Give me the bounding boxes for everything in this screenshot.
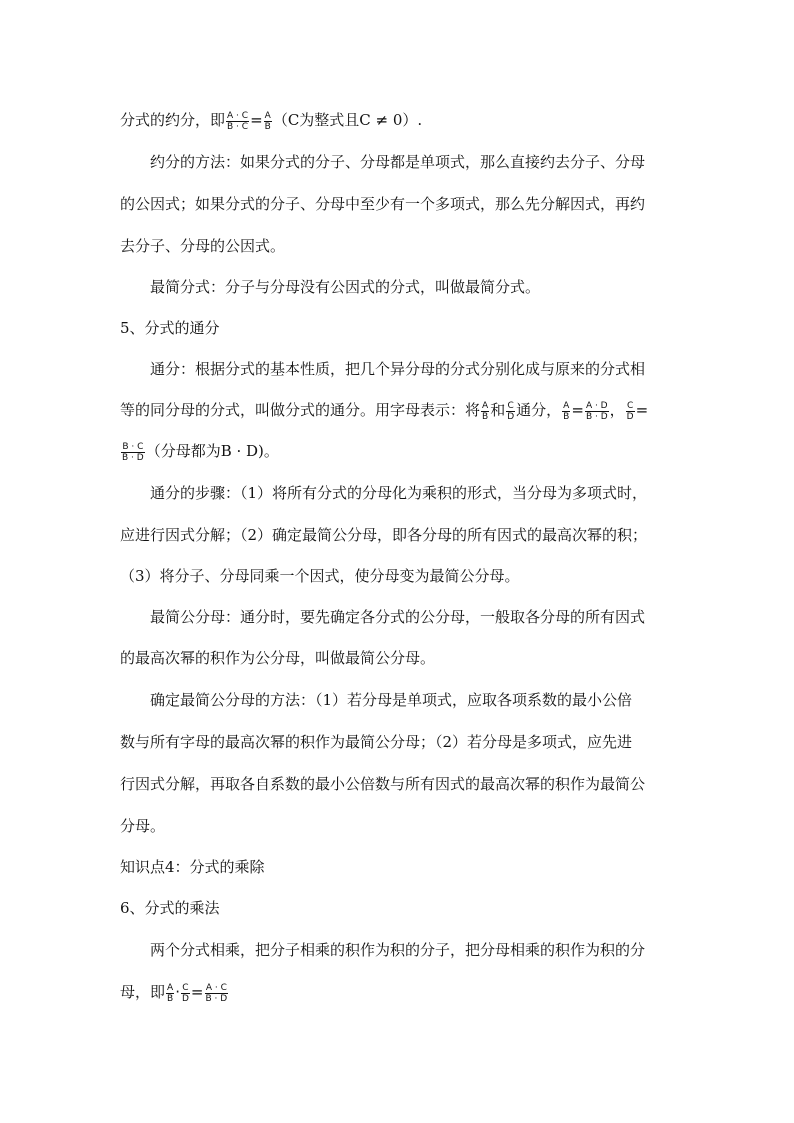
lcd-definition-line-2: 的最高次幂的积作为公分母，叫做最简公分母。: [120, 649, 436, 667]
lcd-method-line-2: 数与所有字母的最高次幂的积作为最简公分母；（2）若分母是多项式，应先进: [120, 733, 633, 751]
fraction-numerator: A: [167, 982, 174, 993]
fraction-denominator: B: [563, 411, 570, 422]
text-segment: ，: [609, 401, 625, 419]
fraction-denominator: B · D: [122, 452, 144, 463]
text-segment: 和: [490, 401, 506, 419]
fraction-numerator: C: [626, 400, 634, 411]
text-segment: （分母都为B · D)。: [145, 442, 279, 460]
multiply-dot: ·: [175, 983, 180, 1001]
common-denominator-line-2: [120, 400, 648, 420]
fraction-a-b: [562, 401, 570, 422]
reduction-method-line-1: 约分的方法：如果分式的分子、分母都是单项式，那么直接约去分子、分母: [150, 153, 646, 171]
fraction-denominator: B: [482, 411, 489, 422]
section-heading-6: 6、分式的乘法: [120, 899, 220, 917]
fraction-numerator: C: [507, 400, 514, 411]
fraction-numerator: B · C: [122, 441, 144, 452]
fraction-denominator: D: [507, 411, 515, 422]
reduction-method-line-2: 的公因式；如果分式的分子、分母中至少有一个多项式，那么先分解因式，再约: [120, 195, 646, 213]
fraction-numerator: A: [264, 110, 271, 121]
section-heading-5: 5、分式的通分: [120, 319, 220, 337]
reduction-method-line-3: 去分子、分母的公因式。: [120, 237, 286, 255]
fraction-a-b: [166, 983, 174, 1004]
fraction-numerator: C: [182, 982, 189, 993]
fraction-c-d: [506, 401, 515, 422]
common-denominator-steps-line-2: 应进行因式分解；（2）确定最简公分母，即各分母的所有因式的最高次幂的积；: [120, 526, 648, 544]
text-segment: 通分，: [516, 401, 562, 419]
common-denominator-steps-line-3: （3）将分子、分母同乘一个因式，使分母变为最简公分母。: [120, 567, 520, 585]
lcd-method-line-3: 行因式分解，再取各自系数的最小公倍数与所有因式的最高次幂的积作为最简公: [120, 775, 646, 793]
fraction-denominator: B: [167, 993, 174, 1004]
knowledge-point-heading-4: 知识点4：分式的乘除: [120, 858, 265, 876]
text-segment: 母，即: [120, 983, 166, 1001]
fraction-c-d: [181, 983, 190, 1004]
text-segment: （C为整式且C ≠ 0）.: [272, 111, 423, 129]
equals-sign: =: [571, 401, 584, 419]
lcd-method-line-1: 确定最简公分母的方法：（1）若分母是单项式，应取各项系数的最小公倍: [150, 691, 633, 709]
fraction-numerator: A: [482, 400, 489, 411]
multiplication-line-2: [120, 982, 229, 1002]
fraction-numerator: A · C: [227, 110, 249, 121]
lcd-method-line-4: 分母。: [120, 817, 166, 835]
text-segment: 分式的约分，即: [120, 111, 226, 129]
fraction-numerator: A · C: [205, 982, 227, 993]
fraction-numerator: A: [563, 400, 570, 411]
fraction-denominator: B · C: [227, 121, 249, 132]
equals-sign: =: [635, 401, 649, 419]
common-denominator-steps-line-1: 通分的步骤：（1）将所有分式的分母化为乘积的形式，当分母为多项式时，: [150, 484, 648, 502]
fraction-ad-bd: [585, 401, 609, 422]
fraction-ac-bc: [226, 111, 249, 132]
fraction-a-b: [264, 111, 272, 132]
reduction-definition-line: [120, 110, 422, 130]
fraction-denominator: B · D: [205, 993, 228, 1004]
equals-sign: =: [250, 111, 263, 129]
fraction-denominator: B · D: [585, 411, 608, 422]
text-segment: 等的同分母的分式，叫做分式的通分。用字母表示：将: [120, 401, 481, 419]
common-denominator-line-1: 通分：根据分式的基本性质，把几个异分母的分式分别化成与原来的分式相: [150, 360, 646, 378]
fraction-a-b: [481, 401, 489, 422]
equals-sign: =: [190, 983, 204, 1001]
common-denominator-line-3: [120, 441, 279, 461]
fraction-ac-bd: [205, 983, 229, 1004]
fraction-denominator: D: [181, 993, 189, 1004]
fraction-numerator: A · D: [585, 400, 608, 411]
fraction-bc-bd: [121, 442, 145, 463]
multiplication-line-1: 两个分式相乘，把分子相乘的积作为积的分子，把分母相乘的积作为积的分: [150, 941, 646, 959]
simplest-fraction-line: 最简分式：分子与分母没有公因式的分式，叫做最简分式。: [150, 278, 541, 296]
fraction-denominator: B: [264, 121, 271, 132]
lcd-definition-line-1: 最简公分母：通分时，要先确定各分式的公分母，一般取各分母的所有因式: [150, 608, 646, 626]
fraction-denominator: D: [626, 411, 634, 422]
fraction-c-d: [626, 401, 635, 422]
